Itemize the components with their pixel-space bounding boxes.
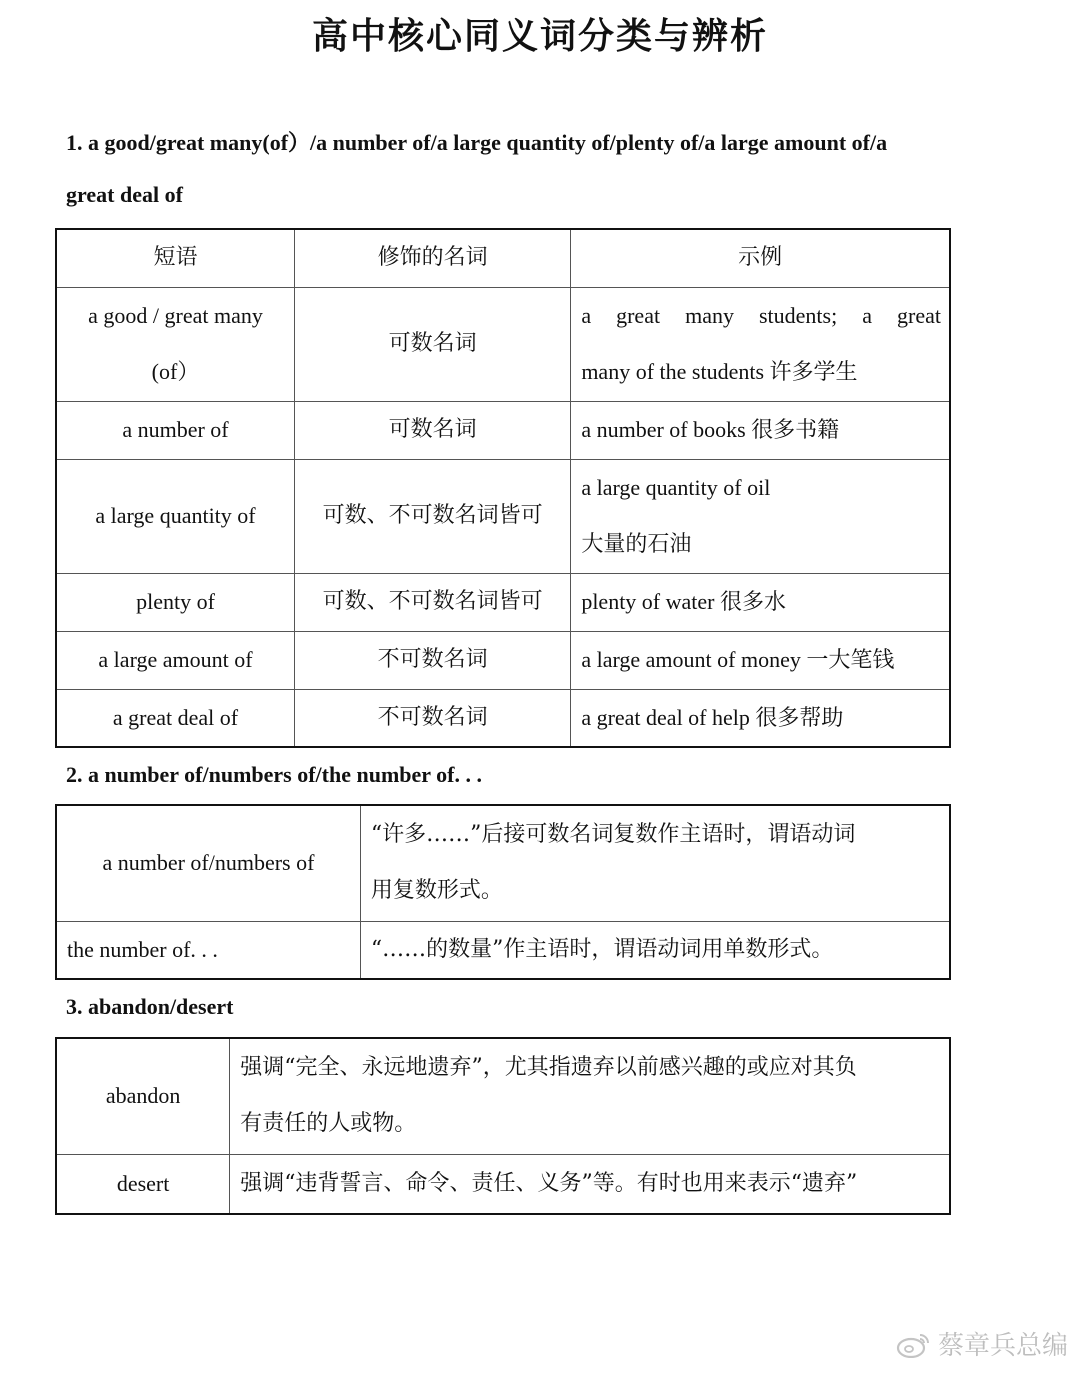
header-noun: 修饰的名词 [295, 229, 571, 287]
example-cell [571, 459, 950, 573]
table-row [56, 1154, 950, 1214]
desc-cell: “……的数量”作主语时，谓语动词用单数形式。 [360, 921, 950, 979]
noun-cell: 可数名词 [295, 287, 571, 401]
phrase-cell: a number of [56, 401, 295, 459]
phrase-cell: a large quantity of [56, 459, 295, 573]
desc-cell [360, 805, 950, 921]
table-row [56, 573, 950, 631]
table-header-row [56, 229, 950, 287]
watermark-text: 蔡章兵总编 [937, 1331, 1068, 1361]
example-cell: plenty of water 很多水 [571, 573, 950, 631]
phrase-cell: a great deal of [56, 689, 295, 747]
example-line1: a large quantity of oil [581, 475, 771, 500]
header-phrase: 短语 [56, 229, 295, 287]
table-row [56, 921, 950, 979]
section3-table [55, 1037, 951, 1215]
term-cell: abandon [56, 1038, 230, 1154]
table-row [56, 689, 950, 747]
desc-line1: 强调“完全、永远地遗弃”，尤其指遗弃以前感兴趣的或应对其负 [240, 1055, 857, 1081]
phrase-line1: a good / great many [88, 303, 263, 328]
section1-table [55, 228, 951, 748]
desc-line2: 用复数形式。 [370, 878, 503, 904]
example-cell [571, 287, 950, 401]
desc-cell [230, 1038, 950, 1154]
example-line2: 大量的石油 [581, 531, 692, 556]
page-title: 高中核心同义词分类与辨析 [311, 15, 768, 57]
section1-heading-line1: 1. a good/great many(of）/a number of/a large quantity of/plenty of/a large amount of/a [66, 130, 888, 155]
section3-heading: 3. abandon/desert [66, 994, 234, 1019]
example-cell: a number of books 很多书籍 [571, 401, 950, 459]
noun-cell: 可数名词 [295, 401, 571, 459]
phrase-cell: a large amount of [56, 631, 295, 689]
phrase-cell: plenty of [56, 573, 295, 631]
example-cell: a great deal of help 很多帮助 [571, 689, 950, 747]
weibo-icon [896, 1332, 930, 1358]
desc-line2: 有责任的人或物。 [240, 1111, 417, 1137]
term-cell: desert [56, 1154, 230, 1214]
table-row [56, 287, 950, 401]
table-row [56, 805, 950, 921]
term-cell: the number of. . . [56, 921, 360, 979]
header-example: 示例 [571, 229, 950, 287]
example-cell: a large amount of money 一大笔钱 [571, 631, 950, 689]
table-row [56, 401, 950, 459]
term-cell: a number of/numbers of [56, 805, 360, 921]
section1-heading-line2: great deal of [66, 182, 183, 207]
phrase-cell [56, 287, 295, 401]
noun-cell: 可数、不可数名词皆可 [295, 573, 571, 631]
desc-cell: 强调“违背誓言、命令、责任、义务”等。有时也用来表示“遗弃” [230, 1154, 950, 1214]
table-row [56, 631, 950, 689]
section2-heading: 2. a number of/numbers of/the number of. . . [66, 762, 482, 787]
noun-cell: 不可数名词 [295, 689, 571, 747]
table-row [56, 459, 950, 573]
desc-line1: “许多……”后接可数名词复数作主语时，谓语动词 [370, 822, 856, 848]
phrase-line2: (of） [151, 359, 200, 384]
table-row [56, 1038, 950, 1154]
watermark [896, 1325, 1068, 1362]
example-line1: a great many students; a great [581, 303, 941, 328]
section2-table [55, 804, 951, 980]
noun-cell: 不可数名词 [295, 631, 571, 689]
noun-cell: 可数、不可数名词皆可 [295, 459, 571, 573]
example-line2: many of the students 许多学生 [581, 359, 858, 384]
